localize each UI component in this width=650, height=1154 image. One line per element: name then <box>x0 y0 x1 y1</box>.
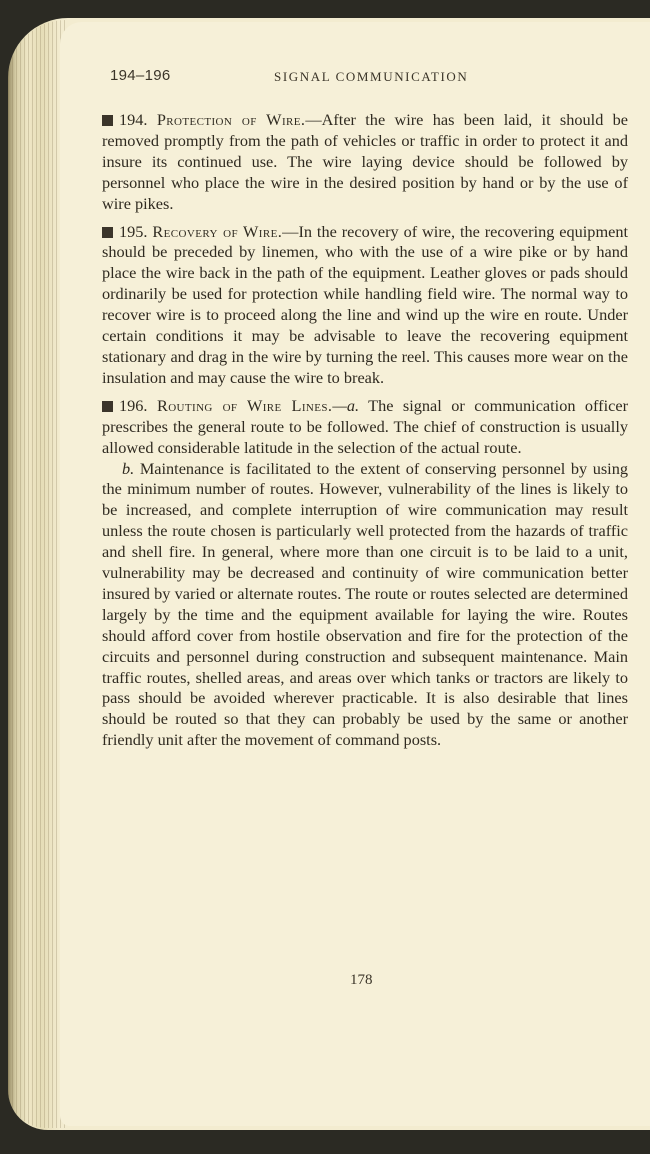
section-marker-icon <box>102 401 113 412</box>
page-edges <box>8 20 68 1128</box>
section-194 <box>102 110 628 215</box>
section-heading: Routing of Wire Lines. <box>156 395 333 415</box>
section-heading: Recovery of Wire. <box>152 221 283 241</box>
subparagraph-text-a: The signal or communication officer prescribes the general route to be followed. The chief of construction is usually allowed considerable latitude in the selection of the actual route. <box>102 395 629 457</box>
page-body <box>102 110 628 751</box>
page-number: 178 <box>350 972 373 988</box>
section-number: 196. <box>119 395 148 415</box>
section-196 <box>102 396 628 459</box>
subparagraph-text-b: Maintenance is facilitated to the extent of conserving personnel by using the minimum number of routes. However, vulnerability of the lines is likely to be increased, and complete interruption of wire communication may result unless the route chosen is particularly well protected from the hazards of traffic and shell fire. In general, where more than one circuit is to be laid to a unit, vulnerability may be decreased and continuity of wire communication better insured by varied or alternate routes. The route or routes selected are determined largely by the time and the equipment available for laying the wire. Routes should afford cover from hostile observation and fire for the protection of the circuits and personnel during construction and subsequent maintenance. Main traffic routes, shelled areas, and areas over which tanks or tractors are likely to pass should be avoided wherever practicable. It is also desirable that lines should be routed so that they can probably be used by the same or another friendly unit after the movement of command posts. <box>102 458 628 750</box>
section-number: 195. <box>119 221 148 241</box>
section-number: 194. <box>119 110 148 129</box>
section-marker-icon <box>102 115 113 126</box>
section-text: —After the wire has been laid, it should be removed promptly from the path of vehicles or traffic in order to protect it and insure its continued use. The wire laying device should be followed by personnel who place the wire in the desired position by hand or by the use of wire pikes. <box>102 110 629 213</box>
section-195 <box>102 222 628 389</box>
section-heading: Protection of Wire. <box>156 110 306 129</box>
section-range: 194–196 <box>110 67 171 84</box>
section-text: —In the recovery of wire, the recovering equipment should be preceded by linemen, who with the use of a wire pike or by hand place the wire back in the path of the equipment. Leather gloves or pads should ordinarily be used for protection while handling field wire. The normal way to recover wire is to proceed along the line and wind up the wire en route. Under certain conditions it may be advisable to leave the recovering equipment stationary and drag in the wire by turning the reel. This causes more wear on the insulation and may cause the wire to break. <box>102 221 629 387</box>
running-title: SIGNAL COMMUNICATION <box>274 69 469 84</box>
subparagraph-label-b: b. <box>122 458 135 478</box>
subparagraph-label-a: —a. <box>332 395 360 415</box>
section-196-b <box>102 459 628 752</box>
section-marker-icon <box>102 227 113 238</box>
